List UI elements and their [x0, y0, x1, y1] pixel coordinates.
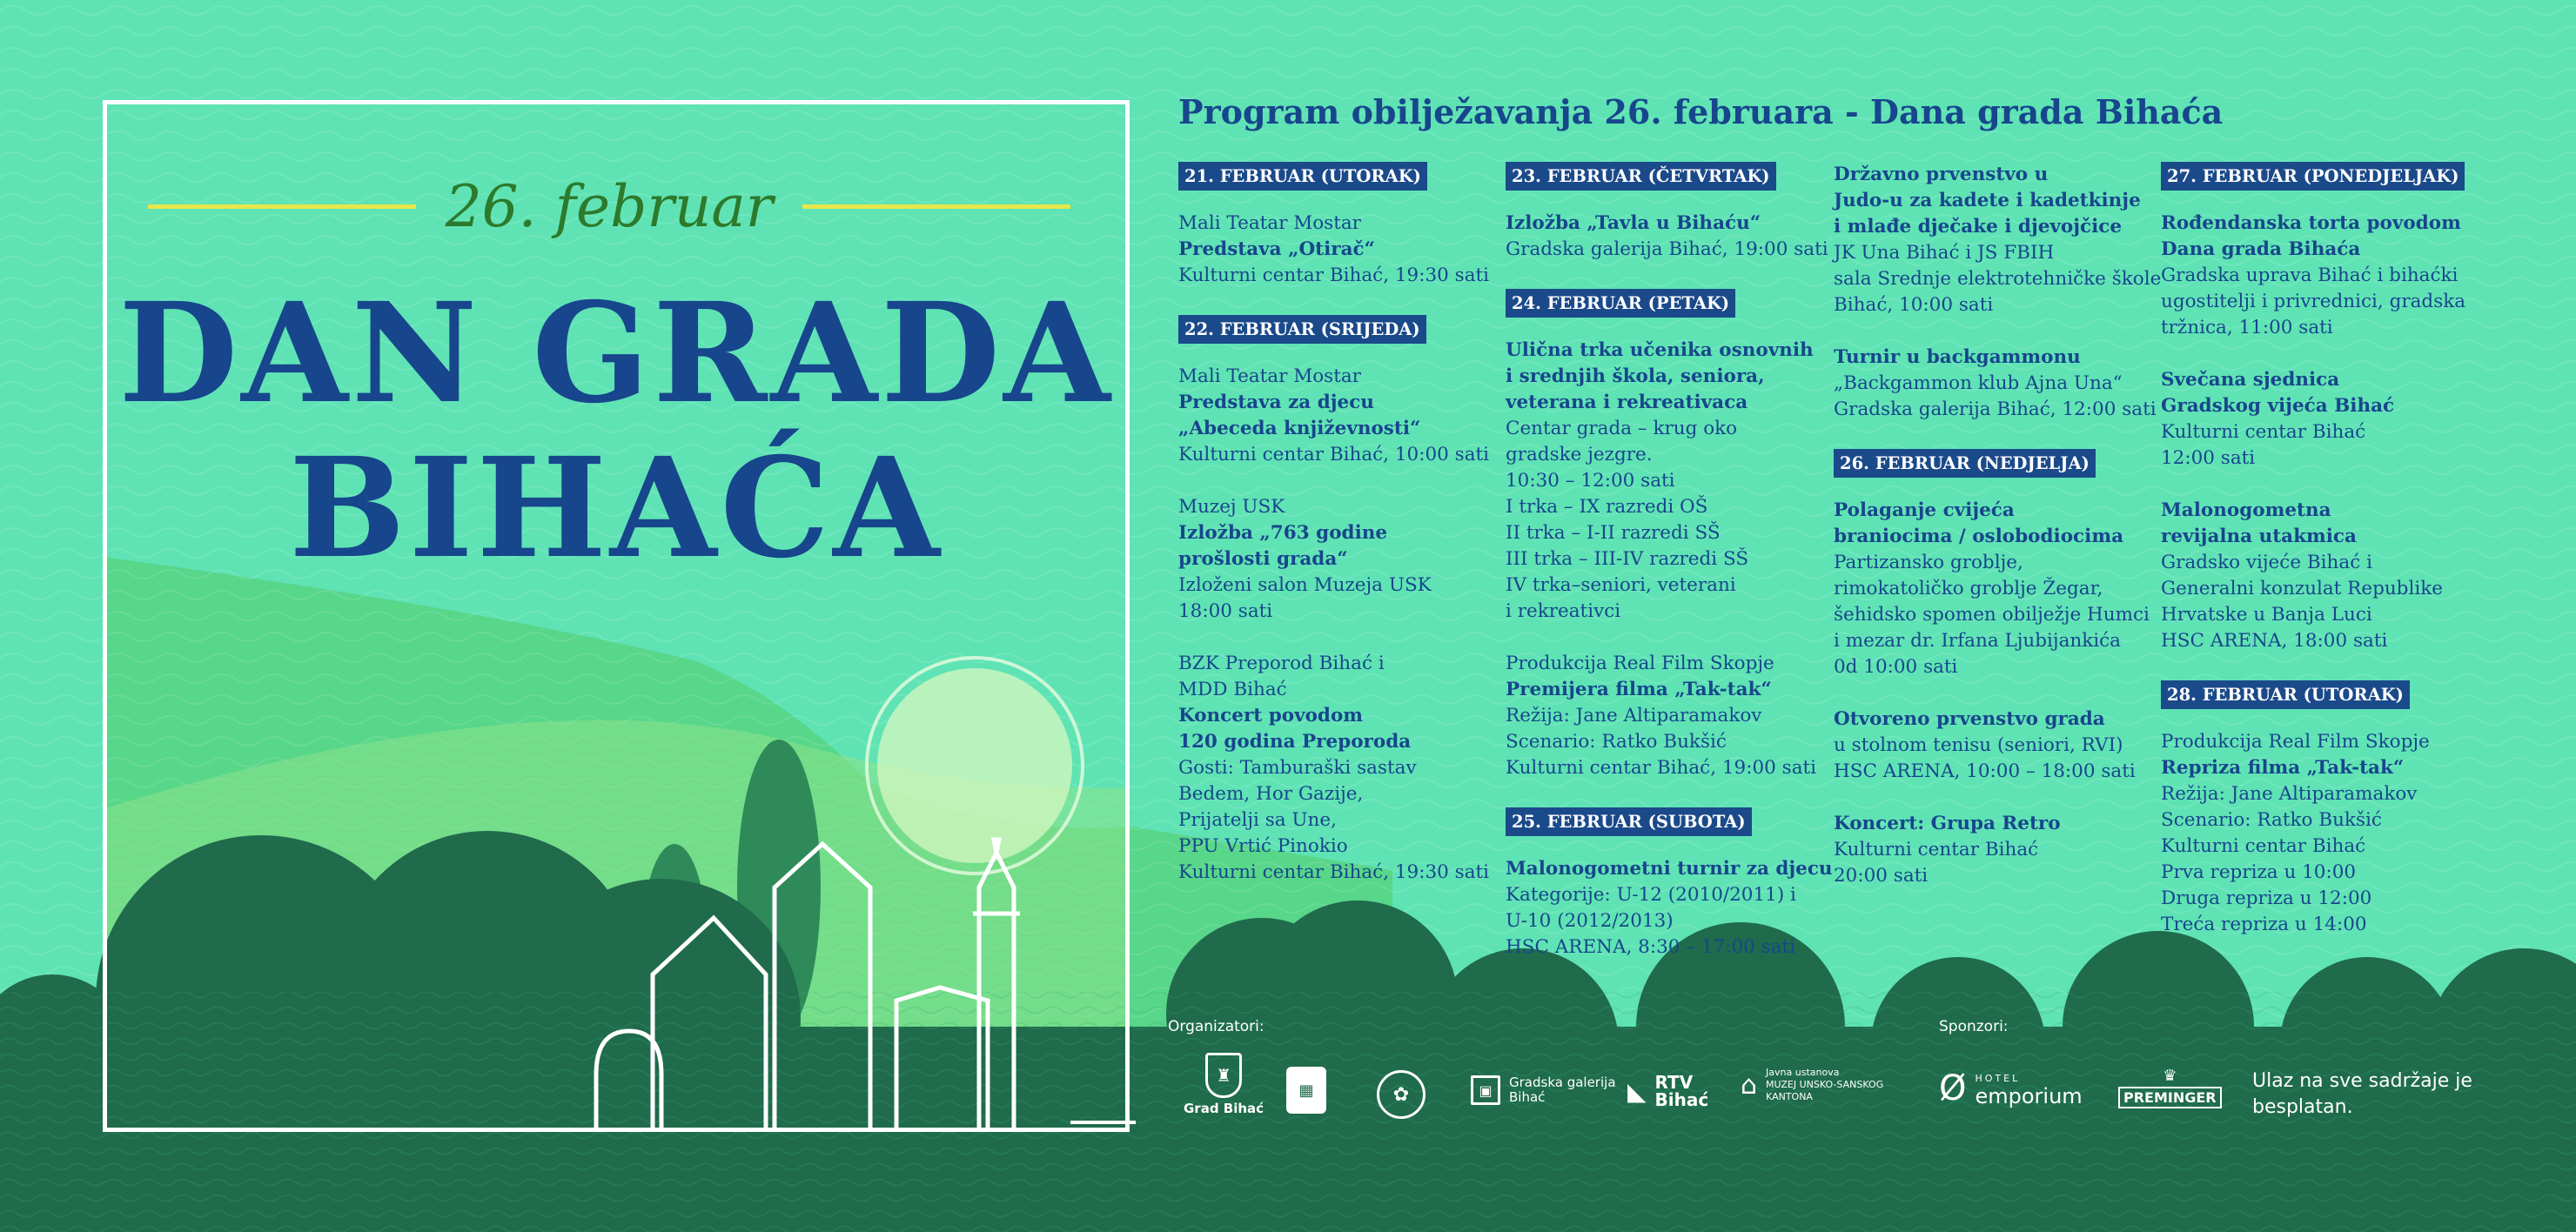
event-line: „Backgammon klub Ajna Una“ — [1834, 372, 2123, 394]
event — [1178, 364, 1493, 468]
event-line: Otvoreno prvenstvo grada — [1834, 708, 2105, 730]
program-column-4 — [2161, 162, 2476, 964]
event-line: Predstava za djecu — [1178, 392, 1374, 413]
event-line: i rekreativci — [1506, 600, 1621, 622]
event — [2161, 367, 2476, 472]
logo-kulturni-centar — [1286, 1067, 1326, 1114]
left-accent-line — [148, 204, 416, 209]
logo-emblem — [1377, 1070, 1426, 1119]
rtv-icon: ◣ — [1627, 1076, 1647, 1106]
hotel-icon: Ø — [1939, 1068, 1967, 1108]
event — [1506, 651, 1821, 781]
event-line: Kulturni centar Bihać — [1834, 839, 2039, 860]
event-line: HOTEL — [1975, 1072, 2021, 1084]
event-line: 12:00 sati — [2161, 447, 2256, 469]
preminger-crown-icon: ♛ — [2163, 1067, 2177, 1085]
day-badge: 22. FEBRUAR (SRIJEDA) — [1178, 315, 1426, 344]
event-line: Gosti: Tamburaški sastav — [1178, 757, 1417, 779]
event-line: braniocima / oslobodiocima — [1834, 526, 2123, 547]
event-line: Polaganje cvijeća — [1834, 499, 2015, 521]
event-line: Judo-u za kadete i kadetkinje — [1834, 190, 2141, 211]
event-line: PPU Vrtić Pinokio — [1178, 835, 1348, 857]
event-line: Predstava „Otirač“ — [1178, 238, 1375, 260]
day-badge: 25. FEBRUAR (SUBOTA) — [1506, 807, 1752, 836]
logo-hotel-emporium — [1939, 1068, 2083, 1108]
event-line: III trka – III-IV razredi SŠ — [1506, 548, 1749, 570]
event-line: Gradsko vijeće Bihać i — [2161, 552, 2372, 573]
event-line: MDD Bihać — [1178, 679, 1287, 700]
event-line: u stolnom tenisu (seniori, RVI) — [1834, 734, 2123, 756]
logo-muzej-usk — [1741, 1067, 1883, 1103]
event-line: Hrvatske u Banja Luci — [2161, 604, 2372, 626]
logo-rtv-bihac — [1627, 1074, 1708, 1108]
hero-frame — [103, 100, 1130, 1132]
event — [1834, 345, 2157, 423]
event-line: Izložba „Tavla u Bihaću“ — [1506, 212, 1761, 234]
event — [1834, 498, 2149, 680]
event-line: emporium — [1975, 1083, 2083, 1108]
event-line: revijalna utakmica — [2161, 526, 2357, 547]
event-line: BZK Preporod Bihać i — [1178, 653, 1385, 674]
event-line: Produkcija Real Film Skopje — [1506, 653, 1774, 674]
program-title: Program obilježavanja 26. februara - Dana grada Bihaća — [1178, 92, 2224, 131]
event-line: Kulturni centar Bihać — [2161, 835, 2366, 857]
logo-gradska-galerija — [1471, 1075, 1616, 1105]
event-line: HSC ARENA, 8:30 – 17:00 sati — [1506, 936, 1796, 958]
event-line: Bedem, Hor Gazije, — [1178, 783, 1364, 805]
event-line: veterana i rekreativaca — [1506, 392, 1748, 413]
event-line: Koncert: Grupa Retro — [1834, 813, 2061, 834]
event-line: Gradska galerija Bihać, 19:00 sati — [1506, 238, 1828, 260]
event-line: Druga repriza u 12:00 — [2161, 887, 2372, 909]
event-line: Gradska uprava Bihać i bihaćki — [2161, 264, 2459, 286]
event-line: U-10 (2012/2013) — [1506, 910, 1674, 932]
gallery-icon: ▣ — [1471, 1075, 1500, 1105]
event-line: Režija: Jane Altiparamakov — [2161, 783, 2418, 805]
event-line: RTV Bihać — [1654, 1072, 1709, 1110]
event-line: rimokatoličko groblje Žegar, — [1834, 578, 2103, 599]
event-line: 0d 10:00 sati — [1834, 656, 1958, 678]
logo-preminger — [2118, 1067, 2222, 1108]
date-heading — [148, 167, 1070, 245]
event-line: i srednjih škola, seniora, — [1506, 365, 1765, 387]
event — [1834, 706, 2149, 785]
event-line: Bihać, 10:00 sati — [1834, 294, 1994, 316]
event-line: Javna ustanova MUZEJ UNSKO-SANSKOG KANTONA — [1766, 1067, 1884, 1102]
logo-grad-bihac — [1184, 1053, 1264, 1116]
date-subtitle: 26. februar — [445, 172, 774, 240]
event-line: Izložba „763 godine — [1178, 522, 1388, 544]
event-line: 20:00 sati — [1834, 865, 1929, 887]
right-accent-line — [802, 204, 1070, 209]
cultural-center-icon: ▦ — [1286, 1067, 1326, 1114]
event-line: Generalni konzulat Republike — [2161, 578, 2443, 599]
sponsors-label: Sponzori: — [1939, 1018, 2009, 1035]
event-line: Kulturni centar Bihać — [2161, 421, 2366, 443]
event — [1834, 811, 2149, 889]
event-line: Kulturni centar Bihać, 19:30 sati — [1178, 861, 1490, 883]
event-line: Prijatelji sa Une, — [1178, 809, 1337, 831]
event — [1506, 856, 1833, 961]
event — [1178, 651, 1493, 886]
day-badge: 26. FEBRUAR (NEDJELJA) — [1834, 449, 2096, 478]
event-line: Grad Bihać — [1184, 1101, 1265, 1116]
event-line: 10:30 – 12:00 sati — [1506, 470, 1675, 492]
event — [2161, 729, 2476, 938]
event-line: Mali Teatar Mostar — [1178, 212, 1361, 234]
program-column-2 — [1506, 162, 1833, 987]
event-line: Malonogometni turnir za djecu — [1506, 858, 1833, 880]
event-line: Gradska galerija Bihać, 12:00 sati — [1834, 398, 2157, 420]
main-title-line-1: DAN GRADA — [118, 273, 1114, 434]
event-line: HSC ARENA, 18:00 sati — [2161, 630, 2388, 652]
event — [1178, 211, 1493, 289]
event-line: JK Una Bihać i JS FBIH — [1834, 242, 2055, 264]
event-line: Scenario: Ratko Bukšić — [1506, 731, 1727, 753]
event-line: HSC ARENA, 10:00 – 18:00 sati — [1834, 760, 2136, 782]
event-line: 18:00 sati — [1178, 600, 1273, 622]
event-line: Premijera filma „Tak-tak“ — [1506, 679, 1772, 700]
event-line: Rođendanska torta povodom — [2161, 212, 2461, 234]
organizers-label: Organizatori: — [1168, 1018, 1265, 1035]
day-badge: 24. FEBRUAR (PETAK) — [1506, 289, 1735, 318]
main-title-line-2: BIHAĆA — [289, 428, 943, 589]
event-line: „Abeceda književnosti“ — [1178, 418, 1421, 439]
event-line: Malonogometna — [2161, 499, 2331, 521]
event — [2161, 498, 2476, 654]
event-line: Kulturni centar Bihać, 19:30 sati — [1178, 264, 1490, 286]
event-line: 120 godina Preporoda — [1178, 731, 1412, 753]
event-line: Treća repriza u 14:00 — [2161, 914, 2367, 935]
event-line: Svečana sjednica — [2161, 369, 2340, 391]
event-line: Mali Teatar Mostar — [1178, 365, 1361, 387]
event-line: PREMINGER — [2118, 1087, 2222, 1108]
event-line: Ulična trka učenika osnovnih — [1506, 339, 1814, 361]
event-line: I trka – IX razredi OŠ — [1506, 496, 1708, 518]
free-entry-note: Ulaz na sve sadržaje je besplatan. — [2252, 1070, 2472, 1118]
main-title — [103, 273, 1130, 589]
event-line: i mezar dr. Irfana Ljubijankića — [1834, 630, 2121, 652]
day-badge: 27. FEBRUAR (PONEDJELJAK) — [2161, 162, 2465, 191]
day-badge: 23. FEBRUAR (ČETVRTAK) — [1506, 162, 1776, 191]
event-line: Repriza filma „Tak-tak“ — [2161, 757, 2405, 779]
event-line: Izloženi salon Muzeja USK — [1178, 574, 1432, 596]
event-line: Partizansko groblje, — [1834, 552, 2023, 573]
event-line: Gradskog vijeća Bihać — [2161, 395, 2395, 417]
event — [1178, 494, 1493, 625]
event-line: šehidsko spomen obilježje Humci — [1834, 604, 2150, 626]
event-line: Koncert povodom — [1178, 705, 1364, 726]
emblem-icon: ✿ — [1377, 1070, 1426, 1119]
event-line: Kategorije: U-12 (2010/2011) i — [1506, 884, 1796, 906]
event-line: Dana grada Bihaća — [2161, 238, 2361, 260]
event-line: sala Srednje elektrotehničke škole — [1834, 268, 2162, 290]
program-column-1 — [1178, 162, 1493, 912]
event-line: Kulturni centar Bihać, 19:00 sati — [1506, 757, 1817, 779]
event-line: Prva repriza u 10:00 — [2161, 861, 2357, 883]
program-column-3 — [1834, 162, 2162, 915]
event-line: Centar grada – krug oko — [1506, 418, 1738, 439]
event-line: prošlosti grada“ — [1178, 548, 1348, 570]
event-line: Državno prvenstvo u — [1834, 164, 2049, 185]
event-line: tržnica, 11:00 sati — [2161, 317, 2333, 338]
event — [2161, 211, 2476, 341]
event-line: i mlađe dječake i djevojčice — [1834, 216, 2123, 238]
event-line: gradske jezgre. — [1506, 444, 1653, 465]
event-line: Gradska galerija Bihać — [1509, 1075, 1616, 1105]
event-line: Scenario: Ratko Bukšić — [2161, 809, 2382, 831]
event — [1506, 338, 1821, 625]
city-crest-icon: ♜ — [1205, 1053, 1242, 1098]
museum-icon: ⌂ — [1741, 1069, 1758, 1101]
day-badge: 28. FEBRUAR (UTORAK) — [2161, 680, 2410, 709]
event-line: ugostitelji i privrednici, gradska — [2161, 291, 2466, 312]
event-line: Kulturni centar Bihać, 10:00 sati — [1178, 444, 1490, 465]
event-line: II trka – I-II razredi SŠ — [1506, 522, 1721, 544]
event-line: Režija: Jane Altiparamakov — [1506, 705, 1762, 726]
event — [1506, 211, 1828, 263]
event — [1834, 162, 2162, 318]
event-line: Produkcija Real Film Skopje — [2161, 731, 2430, 753]
event-line: Muzej USK — [1178, 496, 1285, 518]
day-badge: 21. FEBRUAR (UTORAK) — [1178, 162, 1427, 191]
event-line: Turnir u backgammonu — [1834, 346, 2081, 368]
event-line: IV trka–seniori, veterani — [1506, 574, 1736, 596]
